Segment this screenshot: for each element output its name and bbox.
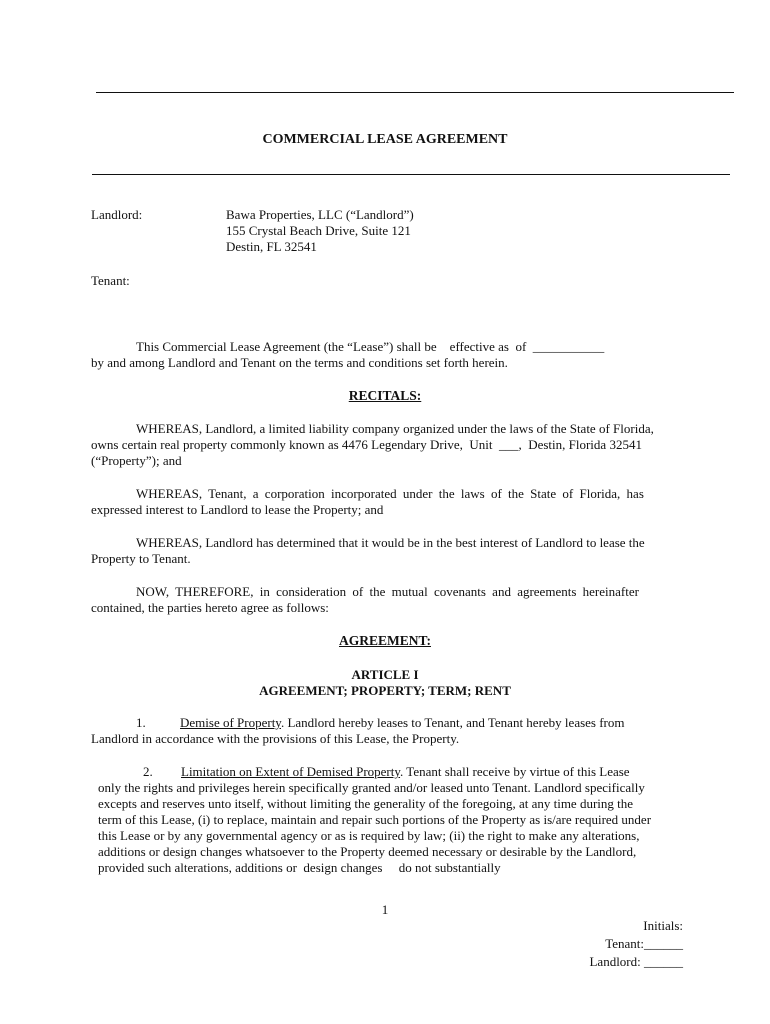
landlord-line: 155 Crystal Beach Drive, Suite 121 [226, 223, 411, 238]
section-number: 1. [136, 715, 146, 730]
intro-line-2: by and among Landlord and Tenant on the terms and conditions set forth herein. [91, 355, 508, 370]
paragraph-line: NOW, THEREFORE, in consideration of the mutual covenants and agreements hereinafter [136, 584, 639, 599]
recital-whereas-3 [91, 535, 680, 567]
initials-label: Initials: [643, 918, 683, 933]
landlord-line: Destin, FL 32541 [226, 239, 317, 254]
landlord-address [226, 207, 414, 255]
paragraph-line: WHEREAS, Landlord, a limited liability company organized under the laws of the State of Florida, [136, 421, 654, 436]
paragraph-line: contained, the parties hereto agree as follows: [91, 600, 329, 615]
section-line: excepts and reserves unto itself, without limiting the generality of the foregoing, at any time during the [98, 796, 634, 811]
paragraph-line: (“Property”); and [91, 453, 182, 468]
section-1 [91, 715, 691, 747]
recital-now-therefore [91, 584, 680, 616]
section-line: this Lease or by any governmental agency or as is required by law; (ii) the right to make any alterations, [98, 828, 640, 843]
intro-line-1: This Commercial Lease Agreement (the “Lease”) shall be effective as of ___________ [136, 339, 605, 354]
section-line: provided such alterations, additions or design changes do not substantially [98, 860, 501, 875]
section-text: . Landlord hereby leases to Tenant, and Tenant hereby leases from [280, 715, 625, 730]
section-text: . Tenant shall receive by virtue of this Lease [400, 764, 630, 779]
initials-tenant: Tenant:______ [605, 936, 683, 951]
paragraph-line: WHEREAS, Landlord has determined that it would be in the best interest of Landlord to lease the [136, 535, 645, 550]
paragraph-line: owns certain real property commonly known as 4476 Legendary Drive, Unit ___, Destin, Florida 32541 [91, 437, 642, 452]
page-number: 1 [381, 902, 389, 917]
recital-whereas-2 [91, 486, 680, 518]
initials-landlord: Landlord: ______ [589, 954, 683, 969]
recitals-heading: RECITALS: [348, 388, 422, 403]
title-rule [92, 174, 730, 175]
section-line: only the rights and privileges herein specifically granted and/or leased unto Tenant. Landlord specifically [98, 780, 645, 795]
document-title: COMMERCIAL LEASE AGREEMENT [262, 132, 508, 147]
section-1-first-line [91, 715, 691, 731]
section-line: Landlord in accordance with the provisions of this Lease, the Property. [91, 731, 460, 746]
article-title: AGREEMENT; PROPERTY; TERM; RENT [259, 683, 511, 698]
top-rule [96, 92, 734, 93]
section-line: additions or design changes whatsoever to the Property deemed necessary or desirable by the Landlord, [98, 844, 637, 859]
section-title: Limitation on Extent of Demised Property [181, 764, 401, 779]
paragraph-line: Property to Tenant. [91, 551, 191, 566]
agreement-heading: AGREEMENT: [338, 633, 431, 648]
recital-whereas-1 [91, 421, 680, 469]
section-2 [98, 764, 680, 876]
paragraph-line: WHEREAS, Tenant, a corporation incorporated under the laws of the State of Florida, has [136, 486, 644, 501]
section-title: Demise of Property [180, 715, 281, 730]
article-number: ARTICLE I [351, 667, 419, 682]
section-2-first-line [98, 764, 680, 780]
landlord-label: Landlord: [91, 207, 143, 222]
landlord-line: Bawa Properties, LLC (“Landlord”) [226, 207, 414, 222]
initials-block [589, 918, 683, 970]
section-number: 2. [143, 764, 153, 779]
section-line: term of this Lease, (i) to replace, maintain and repair such portions of the Property as is/are required under [98, 812, 652, 827]
paragraph-line: expressed interest to Landlord to lease the Property; and [91, 502, 384, 517]
tenant-label: Tenant: [91, 273, 130, 288]
